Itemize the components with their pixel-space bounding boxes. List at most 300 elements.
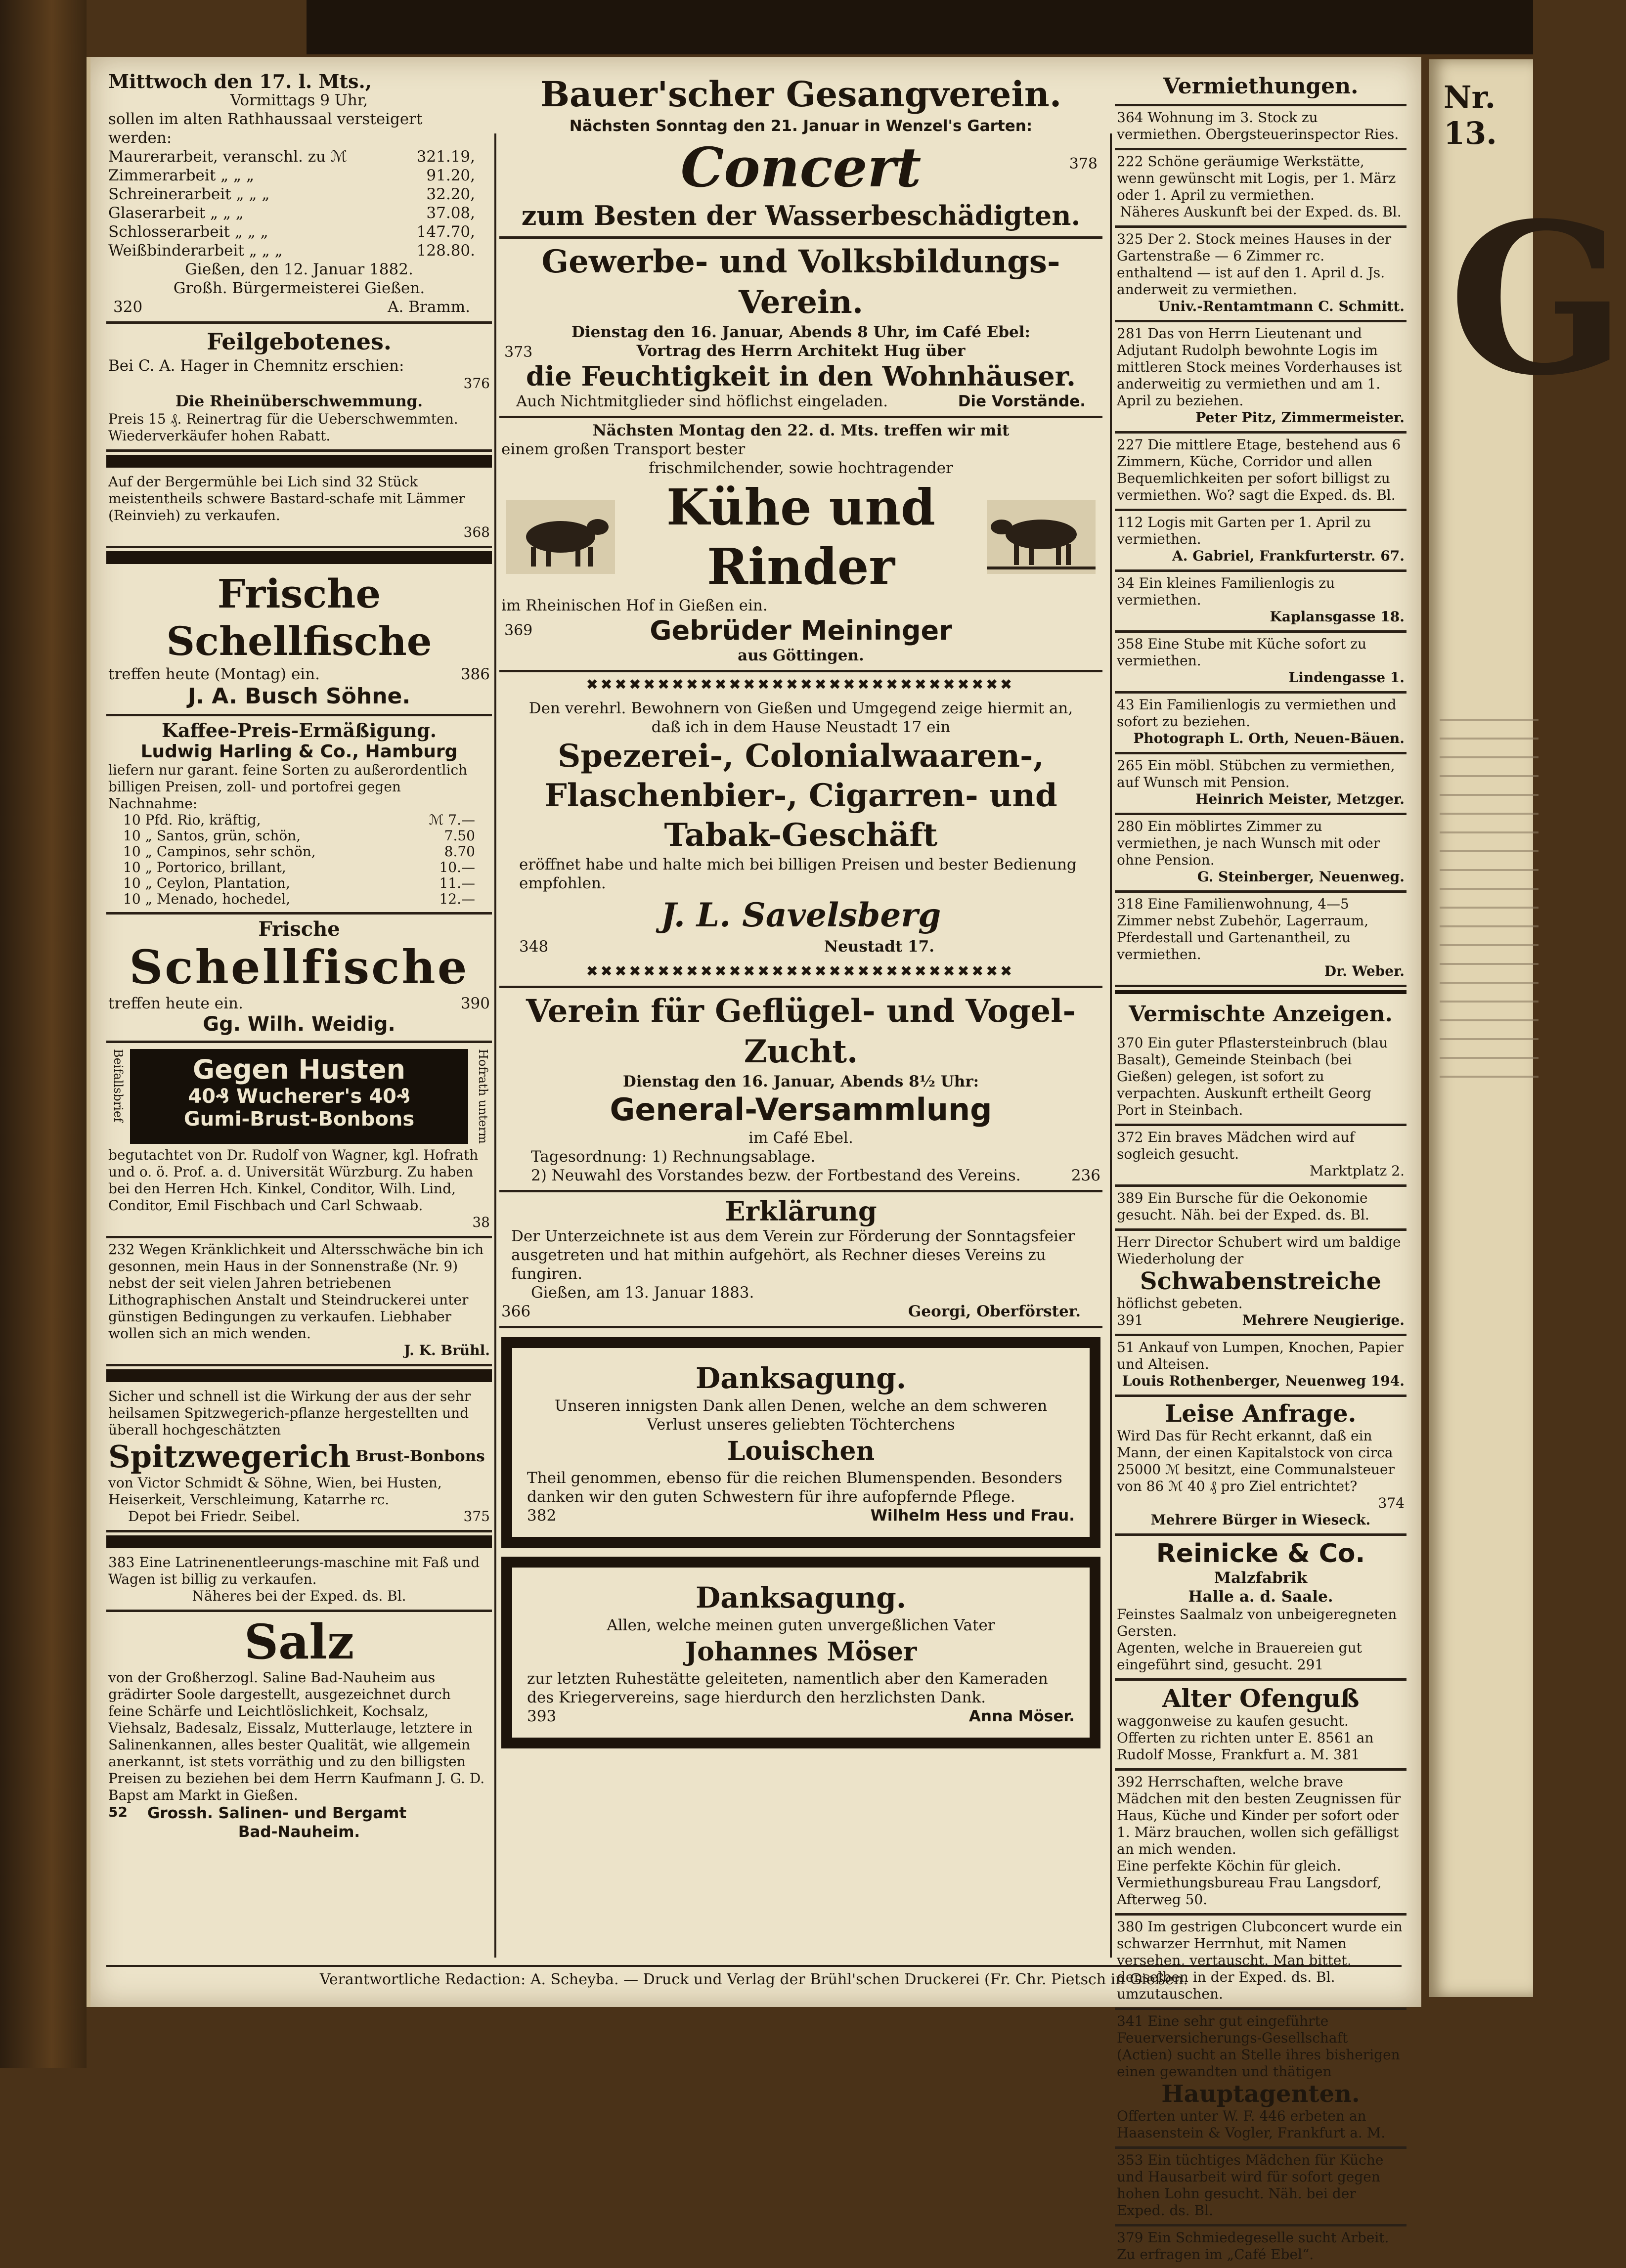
ornamental-border: ✖✖✖✖✖✖✖✖✖✖✖✖✖✖✖✖✖✖✖✖✖✖✖✖✖✖✖✖✖✖	[586, 673, 1015, 695]
signature: Marktplatz 2.	[1309, 1163, 1405, 1179]
ad-text: Wird Das für Recht erkannt, daß ein Mann, der einen Kapitalstock von circa 25000 ℳ besitzt, eine Communalsteuer von 86 ℳ 40 ₰ pro Ziel entrichtet?	[1117, 1428, 1395, 1494]
bergermuehle-ad	[106, 471, 492, 548]
ad-number: 341	[1117, 2013, 1143, 2029]
ad-title: Erklärung	[725, 1195, 877, 1227]
ad-number: 325	[1117, 231, 1143, 247]
rental-text	[1117, 896, 1405, 963]
rental-ad	[1115, 434, 1406, 511]
herrschaften-ad	[1115, 1771, 1406, 1916]
ad-number: 370	[1117, 1035, 1143, 1051]
ad-number: 51	[1117, 1339, 1135, 1355]
separator-bar	[106, 455, 492, 468]
versicherung-ad	[1115, 2010, 1406, 2149]
ad-number: 358	[1117, 636, 1143, 652]
ad-text: Das von Herrn Lieutenant und Adjutant Rudolph bewohnte Logis im mittleren Stock meines Vorderhauses ist anderweitig zu vermiethen und am 1. April zu beziehen.	[1117, 325, 1402, 409]
item-price: 321.19,	[416, 148, 475, 166]
misc-list	[1115, 1032, 1406, 1231]
item-label: Maurerarbeit, veranschl. zu ℳ	[108, 148, 348, 166]
lumpen-ad	[1115, 1336, 1406, 1397]
item-price: 128.80.	[416, 242, 475, 260]
ad-number: 368	[463, 524, 490, 540]
ad-title: Leise Anfrage.	[1165, 1400, 1357, 1428]
ad-text: Herr Director Schubert wird um baldige Wiederholung der	[1117, 1234, 1401, 1267]
ad-title: Schwabenstreiche	[1140, 1267, 1382, 1295]
column-1	[106, 69, 492, 1846]
price-row	[108, 875, 490, 891]
rental-ad	[1115, 511, 1406, 572]
ad-number: 227	[1117, 436, 1143, 453]
ad-number: 375	[463, 1508, 490, 1525]
ad-text: Eine Stube mit Küche sofort zu vermiethen.	[1117, 636, 1367, 669]
ad-number: 348	[519, 938, 549, 956]
ad-number: 381	[1333, 1746, 1360, 1763]
ad-number: 386	[460, 665, 490, 683]
misc-text	[1117, 1035, 1405, 1119]
auction-item	[108, 222, 490, 241]
rental-ad	[1115, 754, 1406, 815]
gesangverein-ad	[499, 69, 1102, 239]
ad-title: Spezerei-, Colonialwaaren-,	[558, 738, 1044, 775]
event-title: General-Versammlung	[610, 1091, 992, 1128]
firm-name: Gebrüder Meininger	[650, 615, 952, 646]
ad-subtitle: Nächsten Sonntag den 21. Januar in Wenzel's Garten:	[569, 117, 1033, 135]
ad-text: Eine Latrinenentleerungs-maschine mit Faß und Wagen ist billig zu verkaufen.	[108, 1554, 480, 1587]
deceased-name: Johannes Möser	[685, 1637, 917, 1667]
savelsberg-ad	[499, 672, 1102, 988]
auction-text-2: werden:	[108, 129, 172, 147]
ad-number: 391	[1117, 1312, 1143, 1328]
ad-number: 318	[1117, 896, 1143, 912]
address: Neustadt 17.	[824, 938, 934, 956]
ad-title: Kaffee-Preis-Ermäßigung.	[161, 719, 437, 741]
ad-subtitle: Brust-Bonbons	[355, 1447, 485, 1466]
price-row	[108, 828, 490, 844]
ad-text: Schöne geräumige Werkstätte, wenn gewünscht mit Logis, per 1. März oder 1. April zu vermiethen.	[1117, 153, 1396, 203]
rental-text	[1117, 325, 1405, 409]
ad-text: Ein Schmiedegeselle sucht Arbeit. Zu erfragen im „Café Ebel“.	[1117, 2229, 1389, 2263]
ad-text: Nächsten Montag den 22. d. Mts. treffen wir mit	[592, 422, 1010, 439]
ad-text: Ein möblirtes Zimmer zu vermiethen, je nach Wunsch mit oder ohne Pension.	[1117, 818, 1380, 868]
item-label: Schlosserarbeit „ „ „	[108, 223, 268, 241]
coffee-name: 10 „ Portorico, brillant,	[123, 859, 286, 875]
ad-title: Spitzwegerich	[108, 1438, 351, 1475]
misc-text	[1117, 1190, 1405, 1223]
ad-text: Allen, welche meinen guten unvergeßlichen Vater	[607, 1616, 995, 1634]
ad-title: Frische Schellfische	[166, 570, 432, 664]
price-row	[108, 860, 490, 875]
rental-text	[1117, 636, 1405, 669]
rental-ad	[1115, 572, 1406, 633]
price: 40₰	[369, 1085, 410, 1108]
cough-logo-box	[130, 1049, 468, 1144]
ad-text: Vortrag des Herrn Architekt Hug über	[636, 342, 966, 360]
product-name: Gumi-Brust-Bonbons	[183, 1108, 415, 1131]
item-price: 147.70,	[416, 223, 475, 241]
rental-text	[1117, 757, 1405, 791]
ad-number: 373	[504, 344, 533, 361]
item-label: Weißbinderarbeit „ „ „	[108, 242, 283, 260]
signature: Dr. Weber.	[1324, 963, 1405, 979]
ad-title: Bauer'scher Gesangverein.	[540, 74, 1062, 115]
ad-number: 265	[1117, 757, 1143, 774]
ad-text: Ein Familienlogis zu vermiethen und sofort zu beziehen.	[1117, 697, 1397, 730]
ad-text: Logis mit Garten per 1. April zu vermiethen.	[1117, 514, 1371, 547]
rental-text	[1117, 575, 1405, 609]
imprint-footer: Verantwortliche Redaction: A. Scheyba. — Druck und Verlag der Brühl'schen Druckerei (Fr. Chr. Pietsch in Gießen.	[106, 1965, 1402, 1988]
rental-text	[1117, 436, 1405, 504]
misc-ad	[1115, 1032, 1406, 1126]
firm-name: Gg. Wilh. Weidig.	[203, 1013, 396, 1036]
signature: G. Steinberger, Neuenweg.	[1197, 869, 1405, 885]
item-label: Schreinerarbeit „ „ „	[108, 185, 270, 203]
section-title: Vermiethungen.	[1115, 69, 1406, 106]
ad-text: zur letzten Ruhestätte geleiteten, namentlich aber den Kameraden des Kriegervereins, sage hierdurch den herzlichsten Dank.	[527, 1670, 1048, 1706]
signature: Georgi, Oberförster.	[908, 1303, 1081, 1320]
dark-background-top	[307, 0, 1533, 54]
ad-text: eröffnet habe und halte mich bei billigen Preisen und bester Bedienung empfohlen.	[519, 856, 1077, 892]
ad-text: Auf der Bergermühle bei Lich sind 32 Stück meistentheils schwere Bastard-schafe mit Lämmer (Reinvieh) zu verkaufen.	[108, 474, 465, 523]
ad-text: höflichst gebeten.	[1117, 1295, 1243, 1311]
ad-text: Im gestrigen Clubconcert wurde ein schwarzer Herrnhut, mit Namen versehen, vertauscht. Man bittet, denselben in der Exped. ds. Bl. umzutauschen.	[1117, 1919, 1403, 2002]
ad-text: Ein kleines Familienlogis zu vermiethen.	[1117, 575, 1335, 608]
column-rule-1	[494, 133, 496, 1958]
signature: Peter Pitz, Zimmermeister.	[1195, 409, 1405, 426]
item-label: Glaserarbeit „ „ „	[108, 204, 244, 222]
signature: Mehrere Bürger in Wieseck.	[1150, 1512, 1371, 1528]
ad-text: Herrschaften, welche brave Mädchen mit den besten Zeugnissen für Haus, Küche und Kinder per sofort oder 1. März brauchen, wollen sich gefälligst an mich wenden.	[1117, 1774, 1401, 1857]
ad-number: 280	[1117, 818, 1143, 834]
book-binding	[0, 0, 87, 2068]
ad-text: zum Besten der Wasserbeschädigten.	[521, 200, 1081, 231]
ad-text: waggonweise zu kaufen gesucht.	[1117, 1713, 1349, 1729]
ad-number: 112	[1117, 514, 1143, 530]
ad-text: Offerten zu richten unter E. 8561 an Rudolf Mosse, Frankfurt a. M.	[1117, 1730, 1374, 1763]
ad-text: Ein tüchtiges Mädchen für Küche und Hausarbeit wird für sofort gegen hohen Lohn gesucht. Näh. bei der Exped. ds. Bl.	[1117, 2152, 1384, 2219]
auction-signature: A. Bramm.	[388, 298, 470, 316]
firm-name: Ludwig Harling & Co., Hamburg	[140, 741, 458, 762]
column-3	[1115, 69, 1406, 2268]
ad-text: von Victor Schmidt & Söhne, Wien, bei Husten, Heiserkeit, Verschleimung, Katarrhe rc.	[108, 1474, 442, 1508]
rental-ad	[1115, 106, 1406, 150]
ad-text: Den verehrl. Bewohnern von Gießen und Umgegend zeige hiermit an, daß ich in dem Hause Neustadt 17 ein	[528, 699, 1073, 736]
separator-bar	[1115, 990, 1406, 994]
ad-number: 232	[108, 1241, 135, 1258]
ad-text: Der 2. Stock meines Hauses in der Gartenstraße — 6 Zimmer rc. enthaltend — ist auf den 1. April d. Js. anderweit zu vermiethen.	[1117, 231, 1392, 298]
signature: Louis Rothenberger, Neuenweg 194.	[1122, 1373, 1405, 1389]
ad-number: 380	[1117, 1919, 1143, 1935]
coffee-ad	[106, 716, 492, 915]
danksagung-box-2	[501, 1557, 1100, 1748]
ad-number: 353	[1117, 2152, 1143, 2168]
rental-ad	[1115, 322, 1406, 434]
ad-text: Eine sehr gut eingeführte Feuerversicherungs-Gesellschaft (Actien) sucht an Stelle ihres bisherigen einen gewandten und thätigen	[1117, 2013, 1400, 2080]
ad-text: Unseren innigsten Dank allen Denen, welche an dem schweren Verlust unseres geliebten Töchterchens	[554, 1397, 1048, 1434]
ad-title: Salz	[244, 1614, 354, 1670]
ad-number: 320	[113, 298, 143, 316]
rental-text	[1117, 697, 1405, 730]
ad-title: Danksagung.	[695, 1581, 907, 1614]
erklaerung-ad	[499, 1192, 1102, 1328]
ad-number: 389	[1117, 1190, 1143, 1206]
ad-title: Schellfische	[129, 940, 469, 995]
ad-text: Wegen Kränklichkeit und Altersschwäche bin ich gesonnen, mein Haus in der Sonnenstraße (Nr. 9) nebst der seit vielen Jahren betriebenen Lithographischen Anstalt und Steindruckerei unter günstigen Bedingungen zu verkaufen. Liebhaber wollen sich an mich wenden.	[108, 1241, 484, 1342]
cow-illustration	[506, 500, 615, 574]
cough-ad	[106, 1043, 492, 1238]
ad-number: 52	[108, 1803, 128, 1820]
separator-bar	[106, 1369, 492, 1382]
schwaben-ad	[1115, 1231, 1406, 1336]
separator-bar	[106, 551, 492, 564]
signature: Wilhelm Hess und Frau.	[870, 1507, 1075, 1525]
coffee-price: 7.50	[444, 828, 475, 844]
signature: Photograph L. Orth, Neuen-Bäuen.	[1133, 730, 1405, 746]
ad-number: 43	[1117, 697, 1135, 713]
coffee-price: 8.70	[444, 843, 475, 860]
concert-title: Concert	[680, 135, 922, 199]
price-row	[108, 844, 490, 860]
agenda-item: 2) Neuwahl des Vorstandes bezw. der Fortbestand des Vereins.	[531, 1167, 1021, 1184]
deceased-name: Louischen	[727, 1436, 875, 1466]
rental-list	[1115, 106, 1406, 987]
cattle-illustration	[987, 500, 1096, 574]
price: 40₰	[188, 1085, 229, 1108]
coffee-price: 11.—	[439, 875, 475, 891]
misc-ad	[1115, 1126, 1406, 1187]
ad-title: Gewerbe- und Volksbildungs-Verein.	[541, 243, 1060, 321]
ad-text: Wohnung im 3. Stock zu vermiethen. Obergsteuerinspector Ries.	[1117, 109, 1399, 142]
section-title: Feilgebotenes.	[207, 328, 392, 355]
ad-text: Ein Bursche für die Oekonomie gesucht. Näh. bei der Exped. ds. Bl.	[1117, 1190, 1369, 1223]
ad-number: 366	[501, 1303, 531, 1320]
ad-number: 376	[463, 375, 490, 392]
agenda-item: Tagesordnung: 1) Rechnungsablage.	[531, 1148, 816, 1166]
maedchen-ad	[1115, 2149, 1406, 2226]
ad-text: treffen heute (Montag) ein.	[108, 665, 320, 683]
rental-text	[1117, 231, 1405, 298]
signature: Heinrich Meister, Metzger.	[1195, 791, 1405, 807]
ad-text: begutachtet von Dr. Rudolf von Wagner, kgl. Hofrath und o. ö. Prof. a. d. Universität Würzburg. Zu haben bei den Herren Hch. Kinkel, Conditor, Wilh. Lind, Conditor, Emil Fischbach und Carl Schwaab.	[108, 1146, 479, 1214]
price-row	[108, 891, 490, 907]
rental-text	[1117, 818, 1405, 869]
ad-text: Ankauf von Lumpen, Knochen, Papier und Alteisen.	[1117, 1339, 1404, 1372]
signature: Lindengasse 1.	[1288, 669, 1405, 686]
item-price: 91.20,	[426, 167, 475, 184]
auction-text: sollen im alten Rathhaussaal versteigert	[108, 110, 423, 128]
ad-subtitle: Malzfabrik	[1214, 1569, 1308, 1587]
ad-text: Eine Familienwohnung, 4—5 Zimmer nebst Zubehör, Lagerraum, Pferdestall und Gartenantheil, zu vermiethen.	[1117, 896, 1369, 962]
rental-ad	[1115, 893, 1406, 987]
ad-number: 392	[1117, 1774, 1143, 1790]
auction-item	[108, 147, 490, 166]
ofenguss-ad	[1115, 1681, 1406, 1771]
danksagung-box-1	[501, 1337, 1100, 1548]
ad-text: Eine perfekte Köchin für gleich.	[1117, 1858, 1341, 1874]
signature: Mehrere Neugierige.	[1242, 1312, 1405, 1328]
misc-ad	[1115, 1187, 1406, 1231]
ad-number: 382	[527, 1507, 557, 1525]
latrine-ad	[106, 1551, 492, 1612]
reinicke-ad	[1115, 1536, 1406, 1681]
auction-time: Vormittags 9 Uhr,	[230, 91, 368, 109]
spitzwegerich-ad	[106, 1385, 492, 1532]
ornamental-border: ✖✖✖✖✖✖✖✖✖✖✖✖✖✖✖✖✖✖✖✖✖✖✖✖✖✖✖✖✖✖	[586, 960, 1015, 982]
depot: Depot bei Friedr. Seibel.	[128, 1508, 300, 1525]
ad-number: 34	[1117, 575, 1135, 591]
page-number: Nr. 13.	[1444, 79, 1497, 151]
firm-name: Grossh. Salinen- und Bergamt	[147, 1804, 407, 1822]
side-text: Beifallsbrief	[111, 1049, 125, 1122]
coffee-price: 10.—	[439, 859, 475, 875]
auction-date: Gießen, den 12. Januar 1882.	[185, 261, 413, 278]
firm-place: Halle a. d. Saale.	[1188, 1588, 1333, 1606]
ad-text: Ein möbl. Stübchen zu vermiethen, auf Wunsch mit Pension.	[1117, 757, 1395, 790]
auction-items	[108, 147, 490, 260]
ad-number: 291	[1297, 1657, 1324, 1673]
ad-text: Preis 15 ₰. Reinertrag für die Ueberschwemmten. Wiederverkäufer hohen Rabatt.	[108, 411, 458, 444]
ad-number: 38	[472, 1214, 490, 1230]
coffee-name: 10 „ Ceylon, Plantation,	[123, 875, 290, 891]
price-row	[108, 812, 490, 828]
rental-ad	[1115, 228, 1406, 322]
side-text: Hofrath unterm	[476, 1049, 490, 1144]
gefluegel-ad	[499, 988, 1102, 1192]
talk-topic: die Feuchtigkeit in den Wohnhäuser.	[526, 360, 1076, 392]
column-rule-2	[1110, 133, 1112, 1958]
coffee-name: 10 „ Menado, hochedel,	[123, 891, 291, 907]
ad-title: Alter Ofenguß	[1162, 1684, 1360, 1713]
ad-number: 390	[460, 995, 490, 1012]
ad-text: Agenten, welche in Brauereien gut eingeführt sind, gesucht.	[1117, 1640, 1362, 1673]
ad-number: 383	[108, 1554, 135, 1570]
price-list	[108, 812, 490, 907]
signature: J. K. Brühl.	[404, 1342, 490, 1358]
rental-ad	[1115, 150, 1406, 228]
auction-item	[108, 185, 490, 204]
auction-item	[108, 204, 490, 222]
ad-text: frischmilchender, sowie hochtragender	[649, 459, 953, 477]
adjacent-text-lines	[1440, 702, 1538, 1094]
coffee-name: 10 „ Santos, grün, schön,	[123, 828, 301, 844]
feilgeboten-ad	[106, 324, 492, 452]
firm-place: aus Göttingen.	[738, 647, 864, 664]
ad-title: Flaschenbier-, Cigarren- und	[544, 777, 1057, 814]
ad-text: Feinstes Saalmalz von unbeigeregneten Gersten.	[1117, 1606, 1397, 1639]
signature: Kaplansgasse 18.	[1270, 609, 1405, 625]
item-label: Zimmerarbeit „ „ „	[108, 167, 255, 184]
ad-text: Offerten unter W. F. 446 erbeten an Haasenstein & Vogler, Frankfurt a. M.	[1117, 2108, 1386, 2141]
ad-number: 372	[1117, 1129, 1143, 1145]
coffee-price: ℳ 7.—	[429, 812, 475, 828]
fish-ad-2	[106, 915, 492, 1043]
signature: Anna Möser.	[968, 1707, 1075, 1725]
brand: Wucherer's	[236, 1085, 362, 1108]
auction-heading: Mittwoch den 17. l. Mts.,	[108, 70, 372, 92]
ad-text: Theil genommen, ebenso für die reichen Blumenspenden. Besonders danken wir den guten Schwestern für ihre aufopfernde Pflege.	[527, 1469, 1062, 1506]
ad-number: 378	[1069, 155, 1098, 173]
auction-office: Großh. Bürgermeisterei Gießen.	[173, 279, 425, 297]
anfrage-ad	[1115, 1397, 1406, 1536]
adjacent-page	[1429, 59, 1626, 1997]
ad-title: Kühe und Rinder	[666, 478, 935, 596]
misc-text	[1117, 1129, 1405, 1163]
auction-item	[108, 166, 490, 185]
ad-text: treffen heute ein.	[108, 995, 243, 1012]
ad-text: einem großen Transport bester	[501, 440, 746, 458]
fish-ad-1	[106, 567, 492, 716]
ad-text: von der Großherzogl. Saline Bad-Nauheim aus grädirter Soole dargestellt, ausgezeichnet durch feine Schärfe und Leichtlöslichkeit, Kochsalz, Viehsalz, Badesalz, Eissalz, Mutterlauge, letztere in Salinenkannen, alles bester Qualität, wie allgemein anerkannt, ist stets vorräthig und zu den billigsten Preisen zu beziehen bei dem Herrn Kaufmann J. G. D. Bapst am Markt in Gießen.	[108, 1669, 485, 1803]
ad-text: Näheres Auskunft bei der Exped. ds. Bl.	[1120, 204, 1402, 220]
ad-number: 364	[1117, 109, 1143, 126]
event-date: Dienstag den 16. Januar, Abends 8 Uhr, im Café Ebel:	[571, 323, 1031, 341]
ad-text: Der Unterzeichnete ist aus dem Verein zur Förderung der Sonntagsfeier ausgetreten und hat mithin aufgehört, als Rechner dieses Vereins zu fungiren.	[511, 1227, 1075, 1283]
salt-ad	[106, 1612, 492, 1846]
separator-bar	[106, 1535, 492, 1548]
ad-text: Die mittlere Etage, bestehend aus 6 Zimmern, Küche, Corridor und allen Bequemlichkeiten per sofort billigst zu vermiethen. Wo? sagt die Exped. ds. Bl.	[1117, 436, 1401, 503]
ad-pretitle: Frische	[258, 917, 340, 941]
cough-title: Gegen Husten	[192, 1054, 406, 1085]
ad-title: Verein für Geflügel- und Vogel-Zucht.	[526, 993, 1076, 1070]
signature: Univ.-Rentamtmann C. Schmitt.	[1158, 298, 1405, 314]
gewerbeverein-ad	[499, 239, 1102, 418]
ad-text: Bei C. A. Hager in Chemnitz erschien:	[108, 357, 404, 375]
coffee-price: 12.—	[439, 891, 475, 907]
ad-number: 222	[1117, 153, 1143, 170]
house-sale-ad	[106, 1238, 492, 1366]
signature: Die Vorstände.	[958, 393, 1086, 410]
ad-number: 379	[1117, 2229, 1143, 2246]
ad-text: liefern nur garant. feine Sorten zu außerordentlich billigen Preisen, zoll- und portofrei gegen Nachnahme:	[108, 762, 468, 812]
auction-ad	[106, 69, 492, 324]
ad-number: 374	[1378, 1495, 1405, 1511]
ad-title: Tabak-Geschäft	[664, 817, 938, 854]
ad-number: 369	[504, 622, 533, 639]
item-price: 32.20,	[426, 185, 475, 203]
auction-item	[108, 241, 490, 260]
schmied-ad	[1115, 2226, 1406, 2268]
event-place: im Café Ebel.	[748, 1129, 853, 1147]
firm-name: J. L. Savelsberg	[660, 896, 941, 934]
ad-title: Danksagung.	[695, 1361, 907, 1395]
ad-date: Gießen, am 13. Januar 1883.	[531, 1284, 754, 1302]
rental-text	[1117, 109, 1405, 143]
ad-number: 393	[527, 1707, 557, 1725]
signature: A. Gabriel, Frankfurterstr. 67.	[1172, 548, 1405, 564]
firm-place: Bad-Nauheim.	[238, 1823, 360, 1841]
item-price: 37.08,	[426, 204, 475, 222]
masthead-letter: G	[1449, 178, 1626, 422]
ad-text: Ein braves Mädchen wird auf sogleich gesucht.	[1117, 1129, 1355, 1162]
event-date: Dienstag den 16. Januar, Abends 8½ Uhr:	[622, 1073, 979, 1090]
ad-number: 281	[1117, 325, 1143, 342]
rental-ad	[1115, 815, 1406, 893]
rental-text	[1117, 514, 1405, 548]
firm-name: Reinicke & Co.	[1156, 1539, 1365, 1569]
rental-ad	[1115, 633, 1406, 694]
rental-ad	[1115, 694, 1406, 754]
ad-text: Auch Nichtmitglieder sind höflichst eingeladen.	[516, 393, 888, 410]
herrnhut-ad	[1115, 1916, 1406, 2010]
coffee-name: 10 „ Campinos, sehr schön,	[123, 843, 316, 860]
ad-text: Sicher und schnell ist die Wirkung der aus der sehr heilsamen Spitzwegerich-pflanze hergestellten und überall hochgeschätzten	[108, 1388, 471, 1438]
signature: Vermiethungsbureau Frau Langsdorf, Afterweg 50.	[1117, 1875, 1382, 1908]
ad-number: 236	[1071, 1167, 1100, 1184]
cattle-ad	[499, 418, 1102, 672]
ad-text: im Rheinischen Hof in Gießen ein.	[501, 597, 768, 614]
ad-text: Ein guter Pflastersteinbruch (blau Basalt), Gemeinde Steinbach (bei Gießen) gelegen, ist sofort zu verpachten. Auskunft ertheilt Georg Port in Steinbach.	[1117, 1035, 1388, 1118]
ad-text: Näheres bei der Exped. ds. Bl.	[192, 1587, 406, 1604]
firm-name: J. A. Busch Söhne.	[187, 684, 411, 709]
section-title: Vermischte Anzeigen.	[1129, 1002, 1393, 1027]
